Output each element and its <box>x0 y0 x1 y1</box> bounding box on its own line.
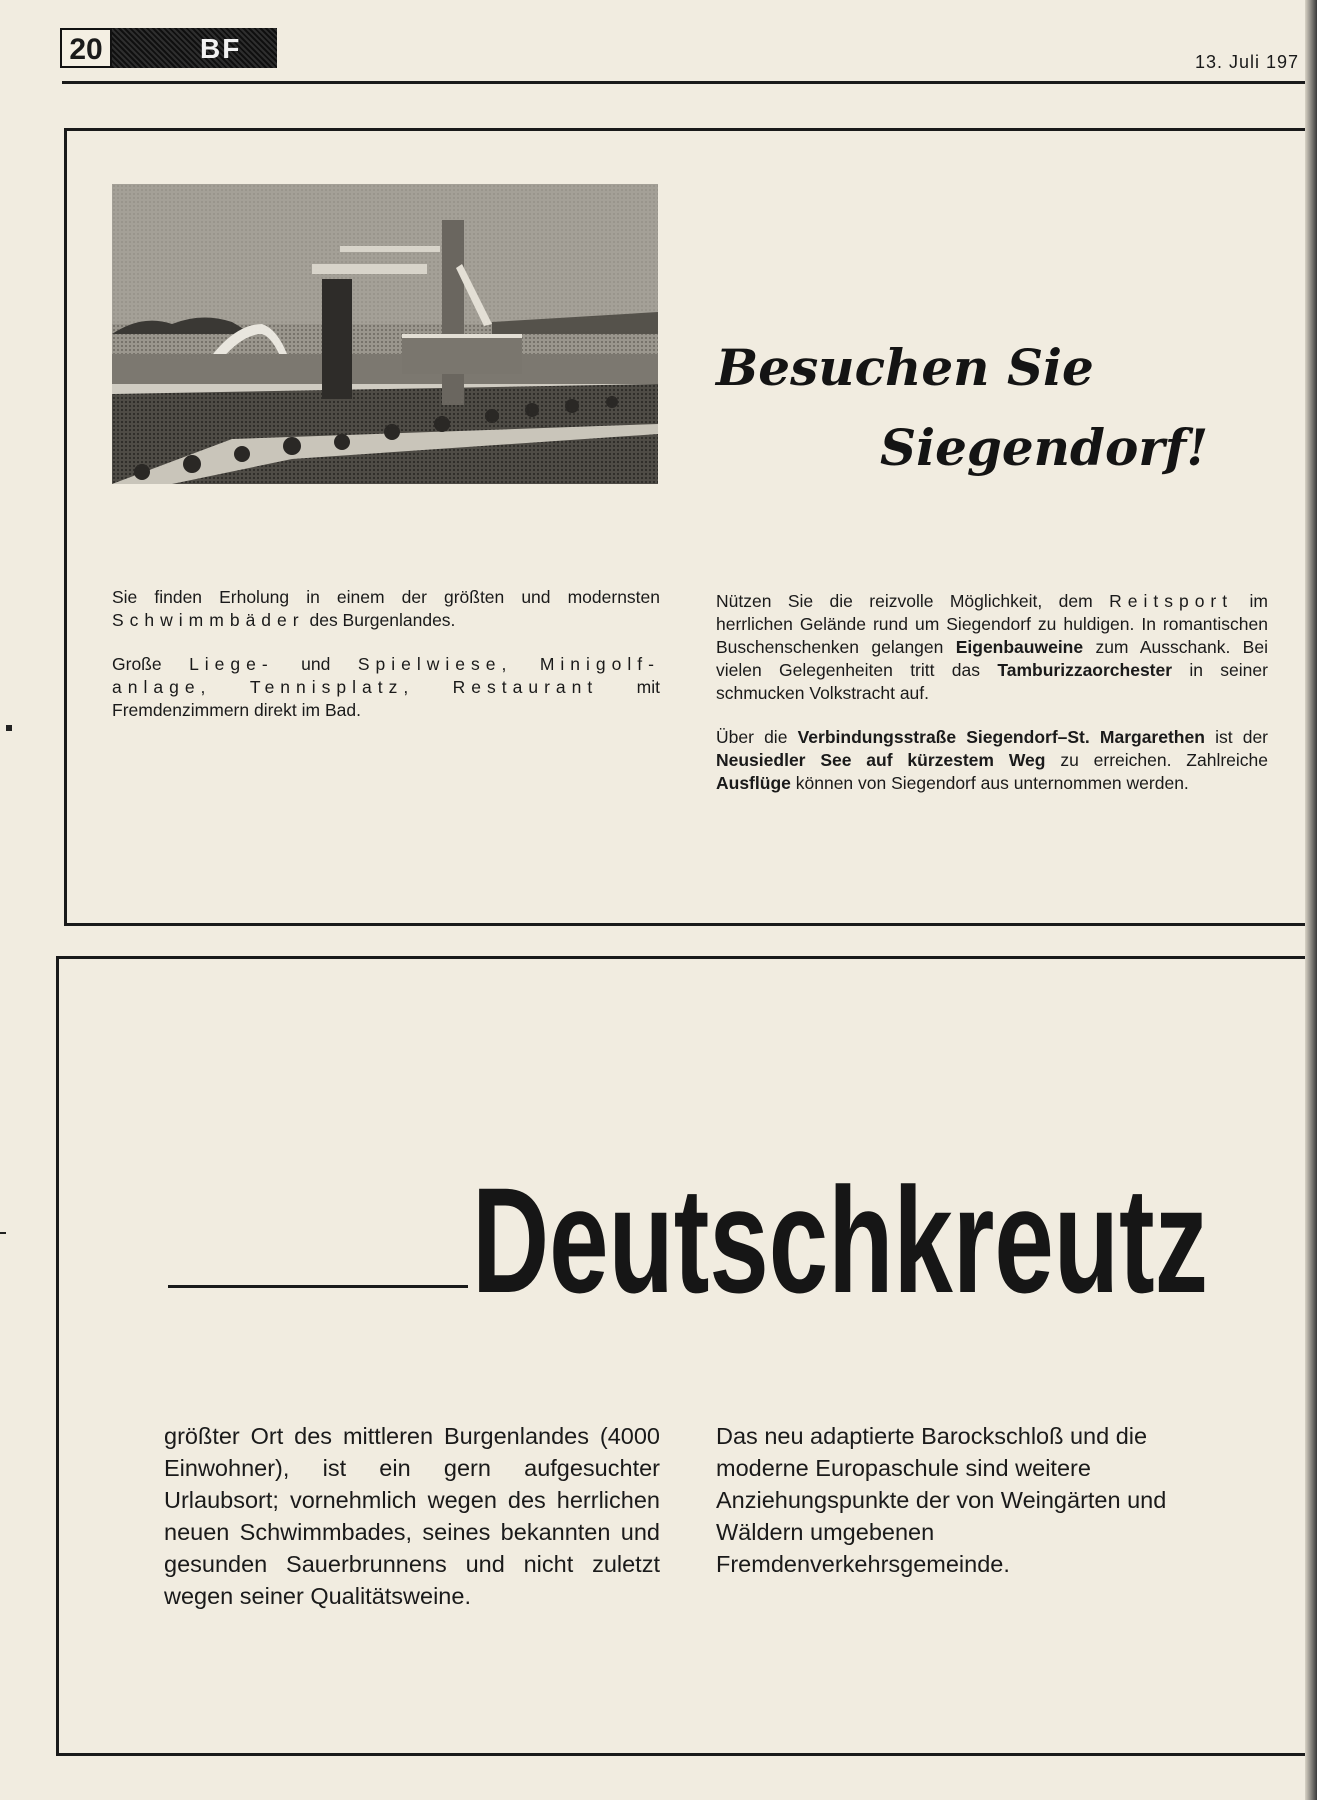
text-spaced: Reitsport <box>1109 591 1234 611</box>
deutschkreutz-right-column <box>716 1420 1216 1580</box>
headline-line-1: Besuchen Sie <box>716 338 1094 397</box>
deutschkreutz-title <box>470 1160 1210 1320</box>
paragraph: Das neu adaptierte Barockschloß und die moderne Europaschule sind weitere Anziehungspunkte der von Weingärten und Wäldern umgebenen Fremdenverkehrsgemeinde. <box>716 1423 1167 1577</box>
siegendorf-right-column <box>716 590 1268 816</box>
paragraph <box>112 653 660 722</box>
header-rule <box>62 81 1312 84</box>
issue-date: 13. Juli 197 <box>1195 52 1300 72</box>
text-spaced: Restaurant <box>452 677 599 697</box>
text: zum Ausschank. Bei vielen Gelegenheiten tritt das <box>716 637 1268 680</box>
text-spaced: Liege- <box>189 654 274 674</box>
text-bold: Tamburizzaorchester <box>997 660 1173 680</box>
text-spaced: Schwimmbäder <box>112 610 305 630</box>
paragraph <box>716 590 1268 705</box>
text: können von Siegendorf aus unternommen werden. <box>795 773 1189 793</box>
margin-mark <box>0 1232 6 1234</box>
header-bar <box>112 28 277 68</box>
headline-line-2: Siegendorf! <box>880 418 1209 477</box>
text-bold: Eigenbauweine <box>955 637 1084 657</box>
siegendorf-headline <box>690 338 1290 518</box>
text: und <box>301 654 331 674</box>
publication-name: BF <box>200 33 242 64</box>
text: im herrlichen Gelände rund um Siegendorf zu huldigen. In romantischen Buschenschenken gelangen <box>716 591 1268 657</box>
text-spaced: Spielwiese, <box>357 654 513 674</box>
text-spaced: Tennisplatz, <box>249 677 415 697</box>
deutschkreutz-ad-box <box>56 956 1317 1756</box>
title-rule <box>168 1285 468 1288</box>
text: mit Fremdenzimmern direkt im Bad. <box>112 677 660 720</box>
text: Große <box>112 654 162 674</box>
swimming-pool-photo <box>112 184 658 484</box>
text: Über die <box>716 727 788 747</box>
text: Nützen Sie die reizvolle Möglichkeit, dem <box>716 591 1093 611</box>
deutschkreutz-left-column <box>164 1420 660 1612</box>
text: des Burgenlandes. <box>309 610 456 630</box>
text: ist der <box>1215 727 1268 747</box>
margin-mark <box>6 725 12 731</box>
text: zu erreichen. Zahlreiche <box>1060 750 1269 770</box>
page-binding-edge <box>1305 0 1317 1800</box>
text-bold: Neusiedler See auf kürzestem Weg <box>716 750 1046 770</box>
title-text: Deutschkreutz <box>472 1160 1208 1320</box>
paragraph <box>112 586 660 632</box>
page-number: 20 <box>60 28 112 68</box>
text: Sie finden Erholung in einem der größten und modernsten <box>112 587 660 607</box>
paragraph <box>716 726 1268 795</box>
paragraph: größter Ort des mittleren Burgenlandes (4000 Einwohner), ist ein gern aufgesuchter Urlaubsort; vornehmlich wegen des herrlichen neuen Schwimmbades, seines bekannten und gesunden Sauerbrunnens und nicht zuletzt wegen seiner Qualitätsweine. <box>164 1423 660 1609</box>
siegendorf-left-column <box>112 586 660 743</box>
text-spaced: Minigolf-anlage, <box>112 654 660 697</box>
text: in seiner schmucken Volkstracht auf. <box>716 660 1268 703</box>
text-bold: Ausflüge <box>716 773 791 793</box>
text-bold: Verbindungsstraße Siegendorf–St. Margarethen <box>797 727 1205 747</box>
